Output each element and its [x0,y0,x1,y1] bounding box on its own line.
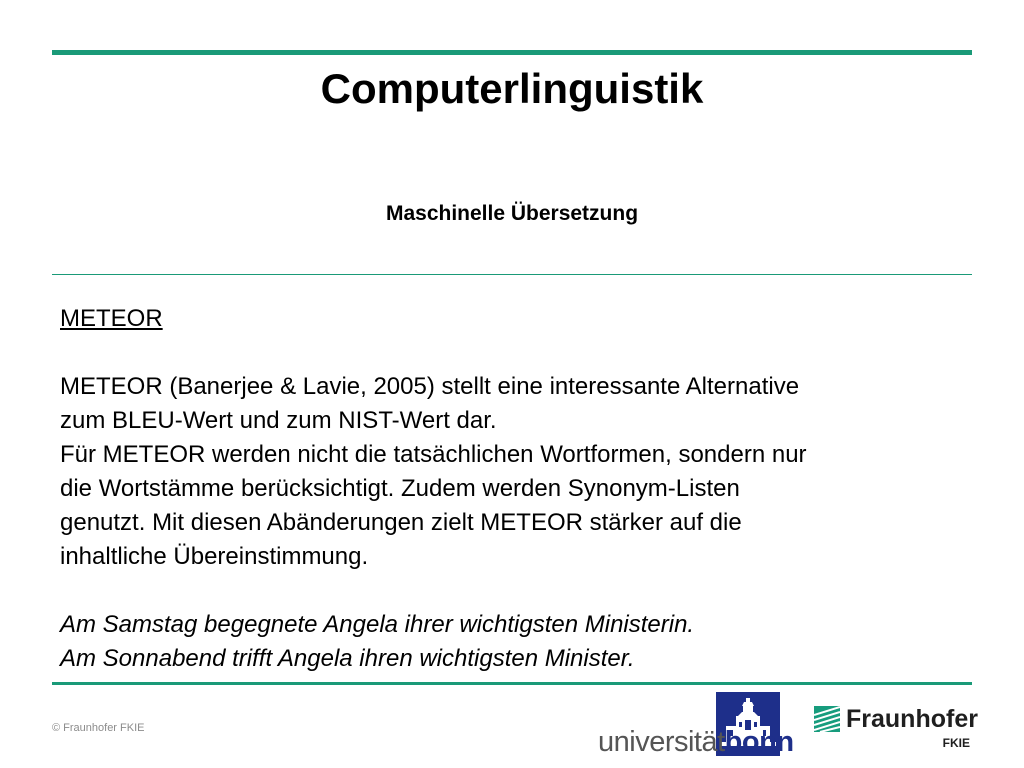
slide-subtitle: Maschinelle Übersetzung [385,202,639,225]
spacer [60,574,960,608]
university-bonn-logo [598,692,794,762]
body-line: zum BLEU-Wert und zum NIST-Wert dar. [60,407,497,434]
body-line: die Wortstämme berücksichtigt. Zudem werden Synonym-Listen [60,475,740,502]
copyright-notice: © Fraunhofer FKIE [52,722,145,734]
example-sentence: Am Sonnabend trifft Angela ihren wichtigsten Minister. [60,645,635,672]
body-line: Für METEOR werden nicht die tatsächlichen Wortformen, sondern nur [60,441,807,468]
fraunhofer-logo [814,704,978,754]
body-line: METEOR (Banerjee & Lavie, 2005) stellt eine interessante Alternative [60,373,800,400]
fraunhofer-institute: FKIE [942,736,970,750]
example-sentence: Am Samstag begegnete Angela ihrer wichtigsten Ministerin. [60,611,695,638]
slide-title: Computerlinguistik [320,65,704,112]
body-paragraph [60,370,960,574]
section-heading: METEOR [60,305,163,332]
body-line: genutzt. Mit diesen Abänderungen zielt METEOR stärker auf die [60,509,742,536]
spacer [60,336,960,370]
slide-content [60,302,960,676]
footer-rule [52,682,972,685]
university-wordmark [598,726,794,758]
fraunhofer-mark-icon [814,706,840,732]
body-line: inhaltliche Übereinstimmung. [60,543,369,570]
fraunhofer-name: Fraunhofer [846,705,978,733]
top-rule [52,50,972,55]
university-wordmark-prefix: universität [598,726,725,758]
university-wordmark-suffix: bonn [724,726,794,758]
example-sentences [60,608,960,676]
header-divider [52,274,972,275]
